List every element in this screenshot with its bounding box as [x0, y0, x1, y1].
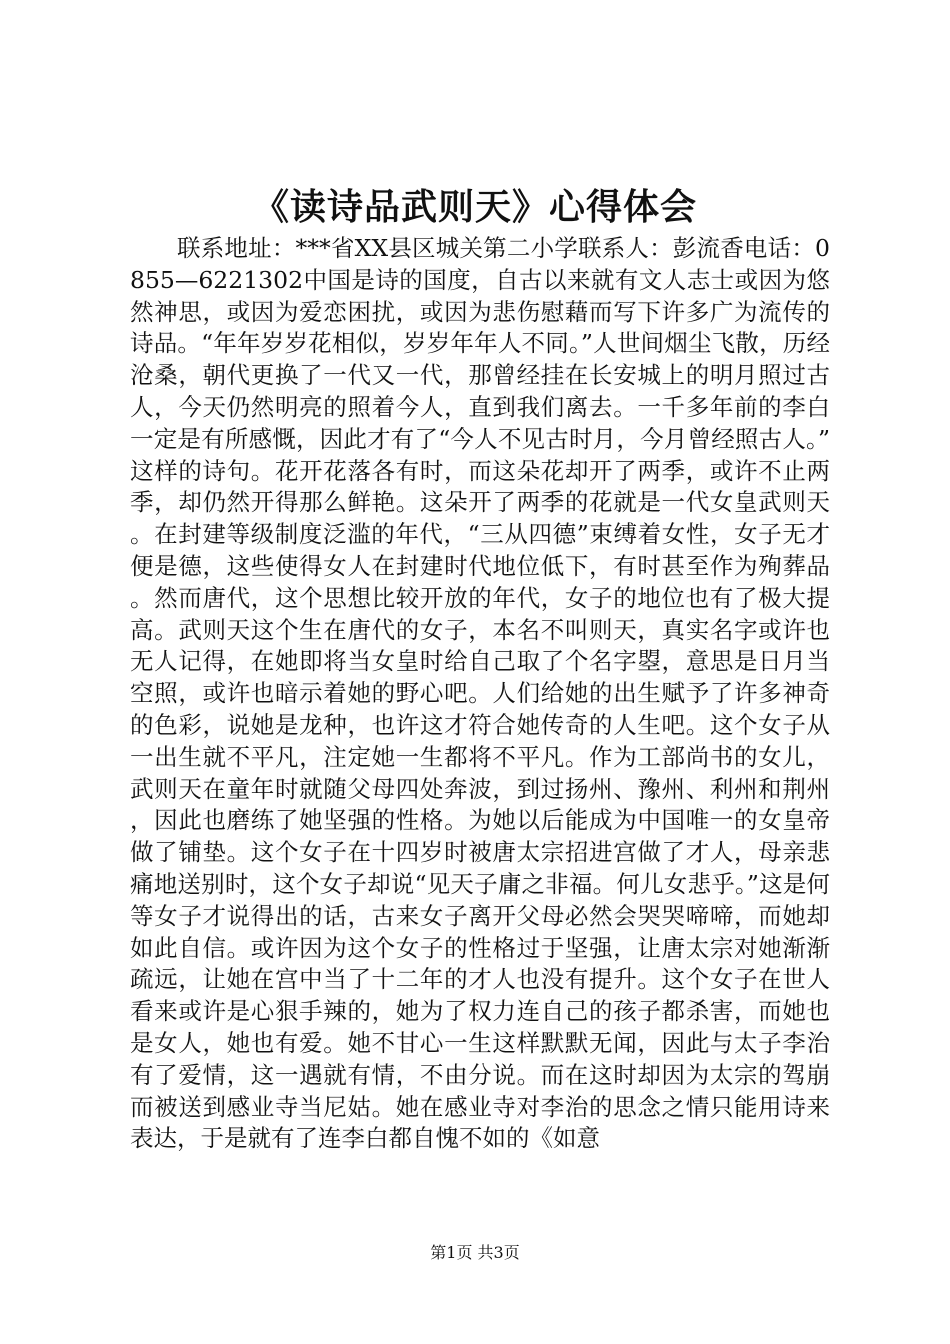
page-footer-indicator: 第1页 共3页 — [430, 1243, 520, 1262]
document-title: 《读诗品武则天》心得体会 — [252, 186, 697, 228]
document-body-text: 联系地址：***省XX县区城关第二小学联系人：彭流香电话：0855—6221302中国是诗的国度，自古以来就有文人志士或因为悠然神思，或因为爱恋困扰，或因为悲伤慰藉而写下许多广为流传的诗品。“年年岁岁花相似，岁岁年年人不同。”人世间烟尘飞散，历经沧桑，朝代更换了一代又一代，那曾经挂在长安城上的明月照过古人，今天仍然明亮的照着今人，直到我们离去。一千多年前的李白一定是有所感慨，因此才有了“今人不见古时月，今月曾经照古人。”这样的诗句。花开花落各有时，而这朵花却开了两季，或许不止两季，却仍然开得那么鲜艳。这朵开了两季的花就是一代女皇武则天。在封建等级制度泛滥的年代，“三从四德”束缚着女性，女子无才便是德，这些使得女人在封建时代地位低下，有时甚至作为殉葬品。然而唐代，这个思想比较开放的年代，女子的地位也有了极大提高。武则天这个生在唐代的女子，本名不叫则天，真实名字或许也无人记得，在她即将当女皇时给自己取了个名字曌，意思是日月当空照，或许也暗示着她的野心吧。人们给她的出生赋予了许多神奇的色彩，说她是龙种，也许这才符合她传奇的人生吧。这个女子从一出生就不平凡，注定她一生都将不平凡。作为工部尚书的女儿，武则天在童年时就随父母四处奔波，到过扬州、豫州、利州和荆州，因此也磨练了她坚强的性格。为她以后能成为中国唯一的女皇帝做了铺垫。这个女子在十四岁时被唐太宗招进宫做了才人，母亲悲痛地送别时，这个女子却说“见天子庸之非福。何儿女悲乎。”这是何等女子才说得出的话，古来女子离开父母必然会哭哭啼啼，而她却如此自信。或许因为这个女子的性格过于坚强，让唐太宗对她渐渐疏远，让她在宫中当了十二年的才人也没有提升。这个女子在世人看来或许是心狠手辣的，她为了权力连自己的孩子都杀害，而她也是女人，她也有爱。她不甘心一生这样默默无闻，因此与太子李治有了爱情，这一遇就有情，不由分说。而在这时却因为太宗的驾崩而被送到感业寺当尼姑。她在感业寺对李治的思念之情只能用诗来表达，于是就有了连李白都自愧不如的《如意 — [130, 234, 830, 1153]
